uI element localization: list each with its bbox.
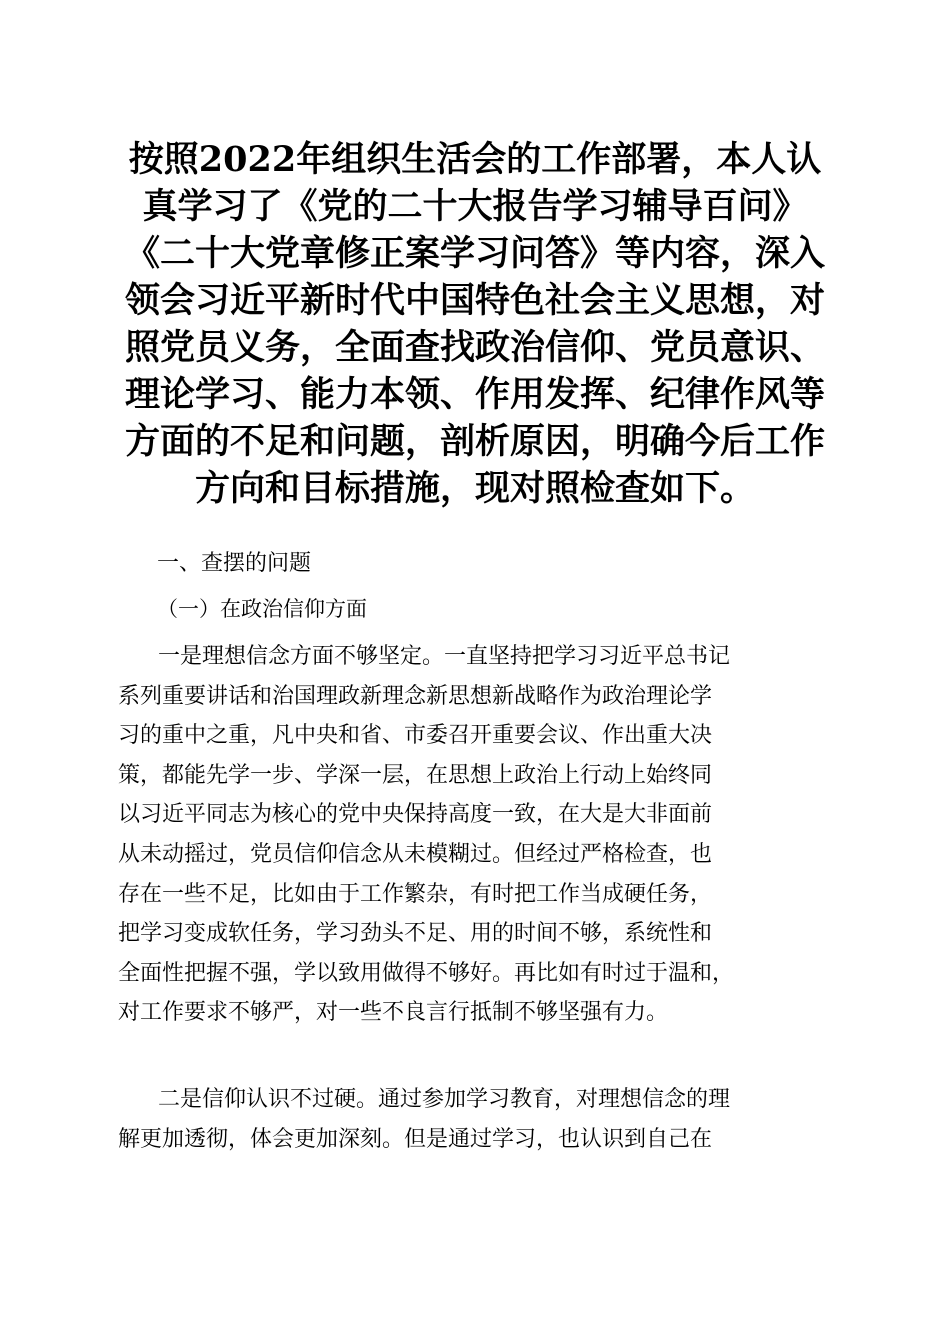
paragraph-line: 以习近平同志为核心的党中央保持高度一致，在大是大非面前 — [118, 802, 713, 828]
paragraph-line: 系列重要讲话和治国理政新理念新思想新战略作为政治理论学 — [118, 683, 713, 709]
title-line: 真学习了《党的二十大报告学习辅导百问》 — [142, 186, 808, 227]
subsection-heading: （一）在政治信仰方面 — [157, 597, 367, 621]
section-heading: 一、查摆的问题 — [157, 551, 312, 576]
paragraph-line: 存在一些不足，比如由于工作繁杂，有时把工作当成硬任务， — [118, 881, 713, 907]
paragraph-line: 对工作要求不够严，对一些不良言行抵制不够坚强有力。 — [118, 1000, 669, 1026]
paragraph-line: 策，都能先学一步、学深一层，在思想上政治上行动上始终同 — [118, 762, 713, 788]
paragraph-line: 从未动摇过，党员信仰信念从未模糊过。但经过严格检查，也 — [118, 841, 713, 867]
paragraph-line: 把学习变成软任务，学习劲头不足、用的时间不够，系统性和 — [118, 921, 713, 947]
paragraph-line: 习的重中之重，凡中央和省、市委召开重要会议、作出重大决 — [118, 723, 713, 749]
title-line: 按照2022年组织生活会的工作部署，本人认 — [128, 139, 822, 180]
paragraph-line: 二是信仰认识不过硬。通过参加学习教育，对理想信念的理 — [158, 1087, 731, 1112]
title-line: 《二十大党章修正案学习问答》等内容，深入 — [124, 233, 825, 274]
document-title — [118, 136, 832, 512]
title-line: 理论学习、能力本领、作用发挥、纪律作风等 — [124, 374, 825, 415]
paragraph-line: 解更加透彻，体会更加深刻。但是通过学习，也认识到自己在 — [118, 1126, 713, 1152]
paragraph-line: 一是理想信念方面不够坚定。一直坚持把学习习近平总书记 — [158, 644, 731, 669]
title-line: 方向和目标措施，现对照检查如下。 — [194, 468, 755, 509]
paragraph-belief-understanding — [118, 1080, 838, 1159]
title-line: 照党员义务，全面查找政治信仰、党员意识、 — [124, 327, 825, 368]
title-line: 方面的不足和问题，剖析原因，明确今后工作 — [124, 421, 825, 462]
paragraph-political-belief — [118, 637, 838, 1033]
title-line: 领会习近平新时代中国特色社会主义思想，对 — [124, 280, 825, 321]
paragraph-line: 全面性把握不强，学以致用做得不够好。再比如有时过于温和， — [118, 960, 735, 986]
